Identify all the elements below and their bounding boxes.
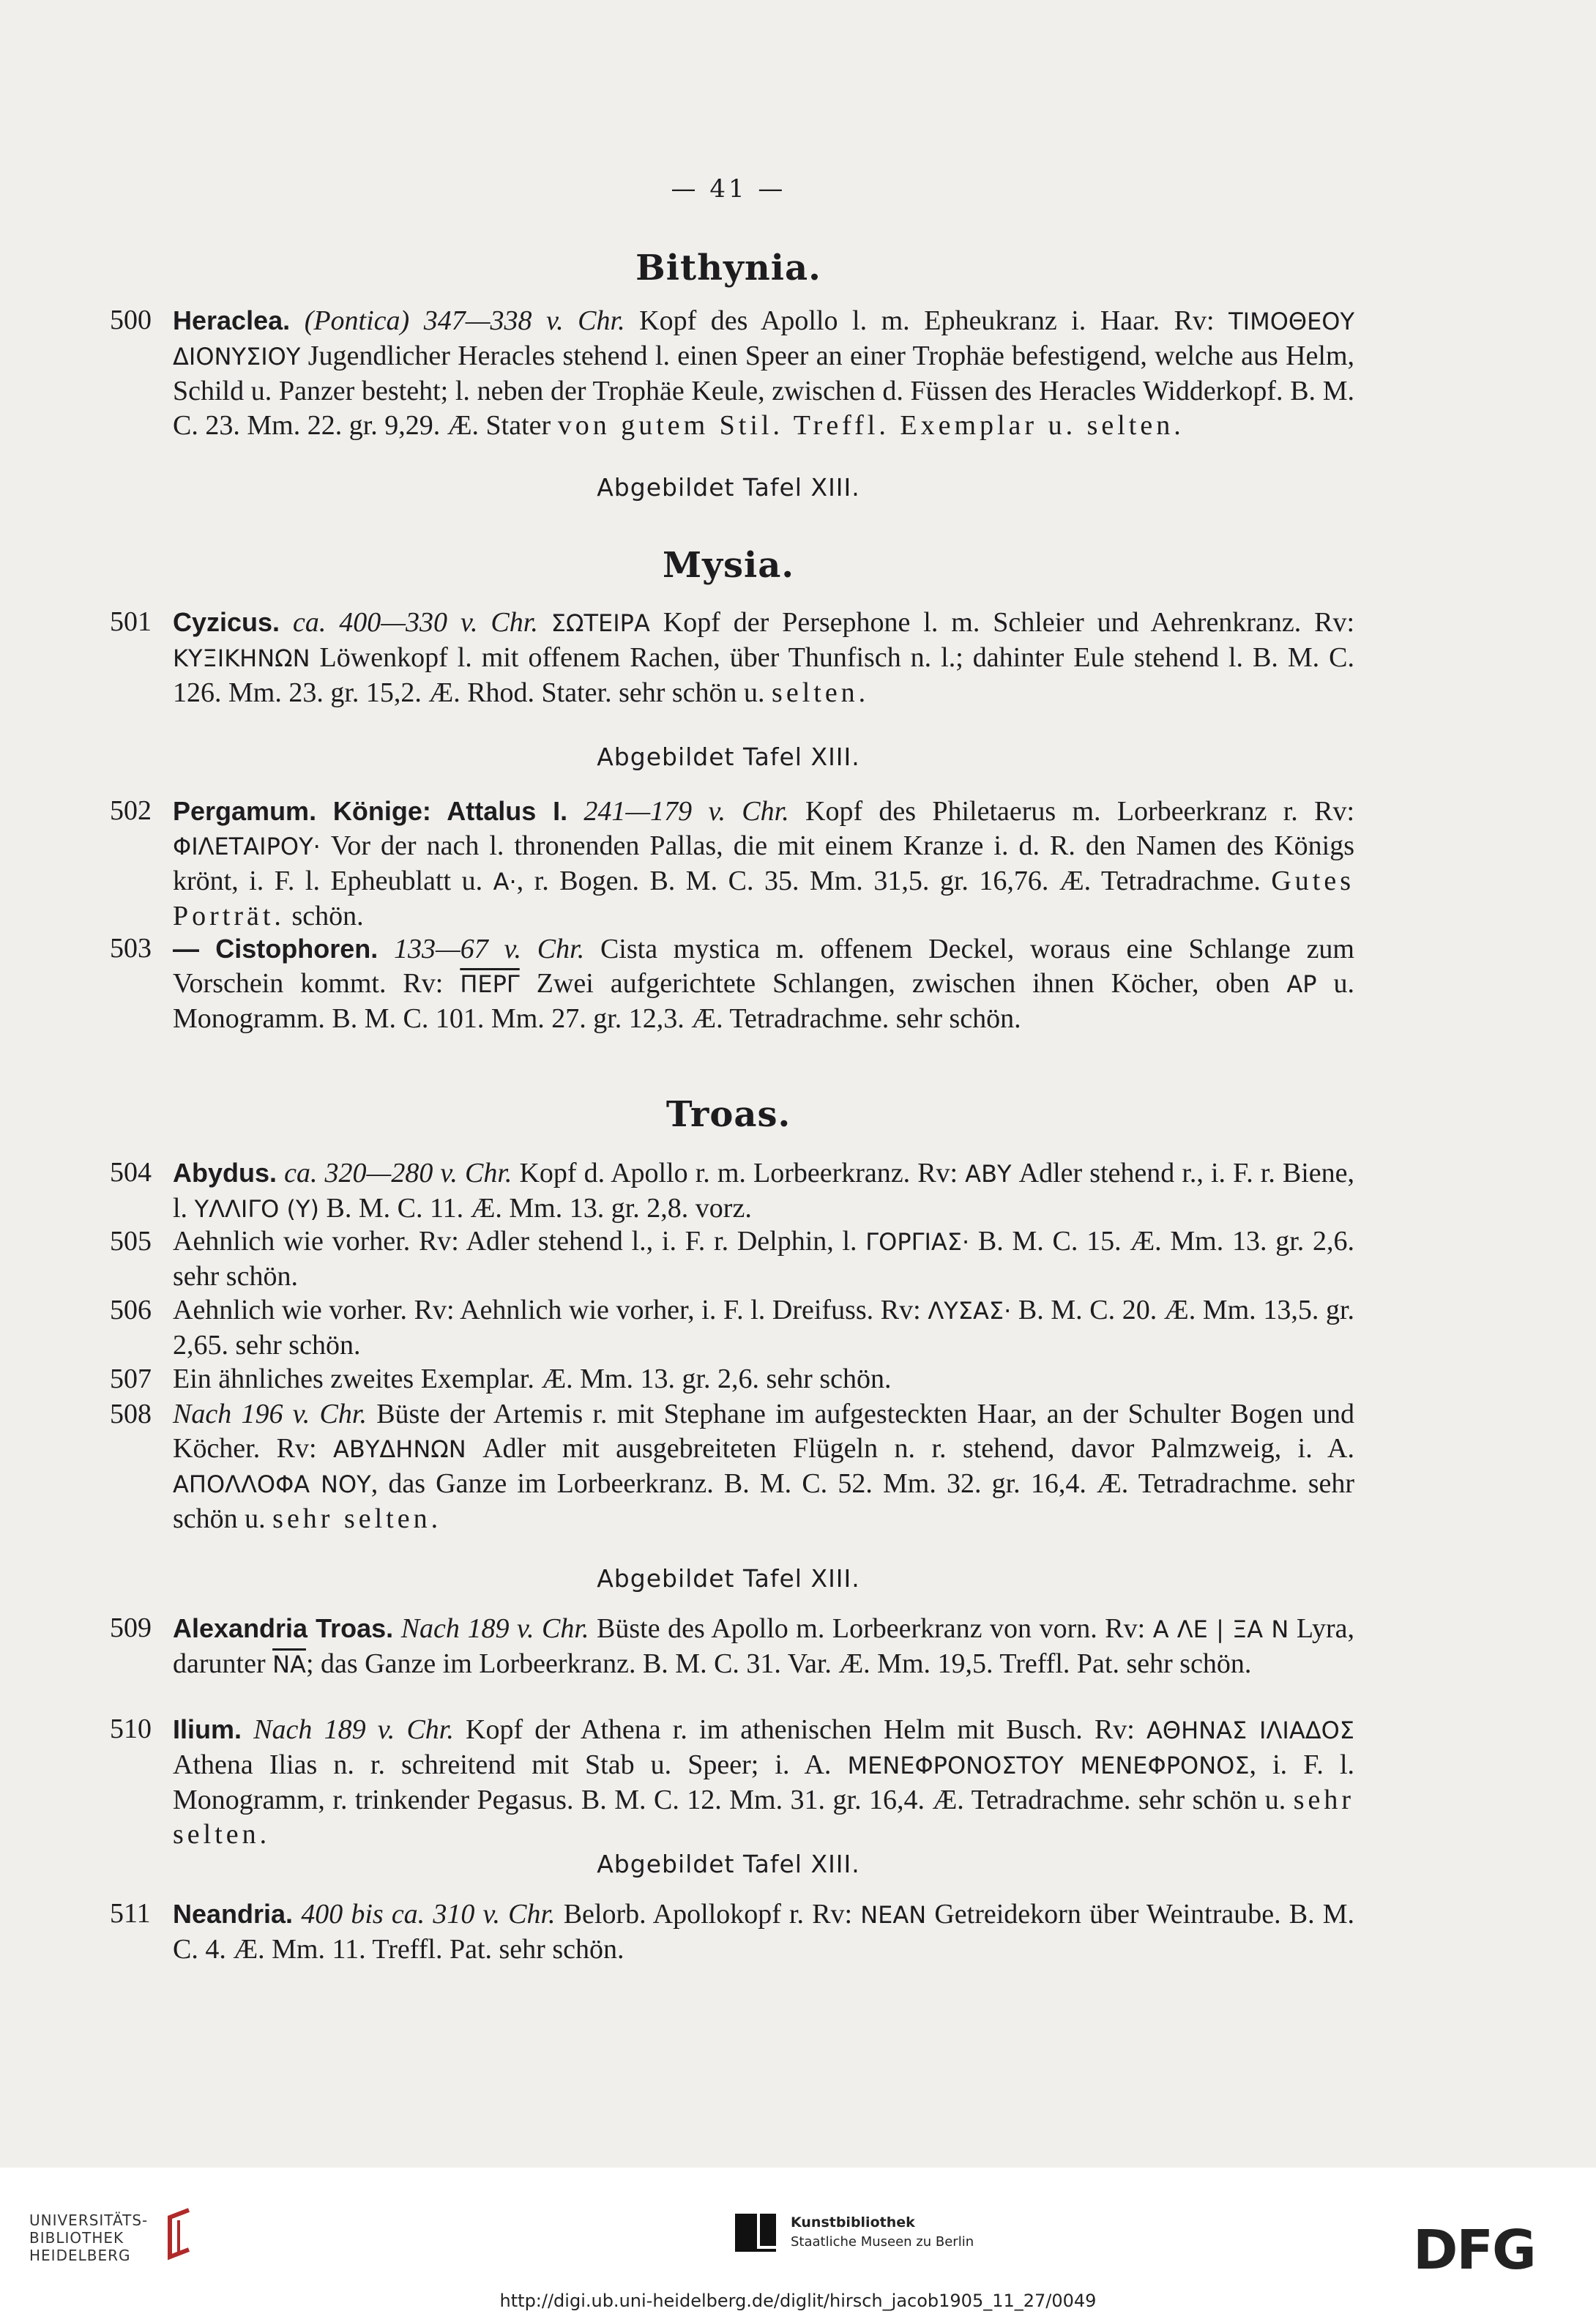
entry-number: 509 <box>110 1612 152 1643</box>
entry-text: Aehnlich wie vorher. Rv: Aehnlich wie vorher, i. F. l. Dreifuss. Rv: <box>173 1295 928 1325</box>
entry-body <box>173 794 1354 934</box>
entry-body <box>173 1224 1354 1294</box>
entry-city: Ilium. <box>173 1714 242 1744</box>
entry-number: 505 <box>110 1226 152 1257</box>
entry-date: 133—67 v. Chr. <box>393 934 585 964</box>
entry-text: Jugendlicher Heracles stehend l. einen Speer an einer Trophäe befestigend, welche aus Helm, Schild u. Panzer besteht; l. neben der Trophäe Keule, zwischen d. Füssen des Heracles Widderkopf. B. M. C. 23. Mm. 22. gr. 9,29. Æ. Stater <box>173 341 1355 441</box>
entry-text: u. Monogramm. B. M. C. 101. Mm. 27. gr. 12,3. Æ. Tetradrachme. sehr schön. <box>173 968 1355 1034</box>
kb-title: Kunstbibliothek <box>791 2214 915 2231</box>
entry-text: schön. <box>284 901 364 931</box>
greek-legend: ΚΥΞΙΚΗΝΩΝ <box>173 644 310 672</box>
kb-subtitle: Staatliche Museen zu Berlin <box>791 2234 974 2250</box>
greek-legend: ΦΙΛΕΤΑΙΡΟΥ· <box>173 833 321 860</box>
greek-legend: ΥΛΛΙΓΟ (Υ) <box>194 1195 320 1223</box>
entry-text: , das Ganze im Lorbeerkranz. B. M. C. 52. Mm. 32. gr. 16,4. Æ. Tetradrachme. sehr schön u. <box>173 1468 1354 1534</box>
entry-text: Löwenkopf l. mit offenem Rachen, über Thunfisch n. l.; dahinter Eule stehend l. B. M. C. 126. Mm. 23. gr. 15,2. Æ. Rhod. Stater. sehr schön u. <box>173 642 1354 708</box>
entry-text: Lyra, darunter <box>173 1613 1354 1679</box>
entry-body <box>173 1156 1354 1227</box>
entry-text: Belorb. Apollokopf r. Rv: <box>555 1899 861 1930</box>
entry-date: Nach 189 v. Chr. <box>400 1613 589 1644</box>
catalog-entry-503 <box>110 931 1354 1036</box>
entry-number: 504 <box>110 1157 152 1188</box>
digitization-footer <box>0 2168 1596 2314</box>
entry-city: Heraclea. <box>173 305 291 335</box>
greek-legend: ΑΒΥ <box>965 1160 1012 1188</box>
entry-city: Neandria. <box>173 1899 294 1929</box>
entry-text: Büste des Apollo m. Lorbeerkranz von vorn. Rv: <box>589 1613 1153 1644</box>
section-heading-mysia: Mysia. <box>662 545 795 586</box>
plate-reference: Abgebildet Tafel XIII. <box>597 1850 860 1878</box>
entry-date: ca. 320—280 v. Chr. <box>284 1158 512 1188</box>
entry-body <box>173 1712 1354 1852</box>
entry-text: B. M. C. 15. Æ. Mm. 13. gr. 2,6. sehr schön. <box>173 1226 1355 1292</box>
entry-body <box>173 1897 1354 1967</box>
entry-date: 400 bis ca. 310 v. Chr. <box>301 1899 556 1930</box>
catalog-entry-511 <box>110 1897 1354 1967</box>
entry-number: 511 <box>110 1898 151 1929</box>
catalog-entry-504 <box>110 1156 1354 1227</box>
greek-legend: ΠΕΡΓ <box>460 970 520 998</box>
entry-text: Kopf der Athena r. im athenischen Helm mit Busch. Rv: <box>453 1714 1147 1745</box>
entry-number: 510 <box>110 1714 152 1744</box>
entry-number: 502 <box>110 795 152 826</box>
entry-date: 241—179 v. Chr. <box>583 796 789 827</box>
greek-legend: ΣΩΤΕΙΡΑ <box>551 609 650 637</box>
entry-number: 508 <box>110 1399 152 1429</box>
catalog-entry-505 <box>110 1224 1354 1294</box>
entry-remark: von gutem Stil. Treffl. Exemplar u. selten. <box>557 410 1185 441</box>
plate-reference: Abgebildet Tafel XIII. <box>597 473 860 502</box>
entry-body <box>173 1397 1354 1536</box>
catalog-entry-509 <box>110 1611 1354 1682</box>
greek-legend: ΑΡ <box>1286 970 1317 998</box>
entry-text: Getreidekorn über Weintraube. B. M. C. 4. Æ. Mm. 11. Treffl. Pat. sehr schön. <box>173 1899 1355 1965</box>
entry-body <box>173 303 1354 443</box>
entry-text: Büste der Artemis r. mit Stephane im aufgesteckten Haar, an der Schulter Bogen und Köcher. Rv: <box>173 1399 1354 1464</box>
permalink-url[interactable]: http://digi.ub.uni-heidelberg.de/diglit/hirsch_jacob1905_11_27/0049 <box>499 2291 1097 2311</box>
entry-text: Zwei aufgerichtete Schlangen, zwischen ihnen Köcher, oben <box>519 968 1287 999</box>
section-heading-troas: Troas. <box>665 1094 791 1135</box>
entry-body <box>173 1611 1354 1682</box>
entry-number: 501 <box>110 606 152 637</box>
entry-remark: Gutes Porträt. <box>173 866 1354 931</box>
entry-number: 500 <box>110 305 152 335</box>
entry-text: Kopf der Persephone l. m. Schleier und Aehrenkranz. Rv: <box>649 607 1355 638</box>
catalog-entry-510 <box>110 1712 1354 1852</box>
catalog-entry-500 <box>110 303 1354 443</box>
greek-legend: Α ΛΕ | ΞΑ Ν <box>1152 1615 1289 1643</box>
greek-legend: ΑΠΟΛΛΟΦΑ ΝΟΥ <box>173 1470 371 1498</box>
entry-body <box>173 931 1354 1036</box>
catalog-entry-508 <box>110 1397 1354 1536</box>
catalog-entry-502 <box>110 794 1354 934</box>
dfg-logo: DFG <box>1413 2219 1535 2282</box>
entry-text: Vor der nach l. thronenden Pallas, die mit einem Kranze i. d. R. den Namen des Königs krönt, i. F. l. Epheublatt u. <box>173 830 1354 896</box>
entry-remark: selten. <box>772 677 870 708</box>
entry-text: Adler stehend r., i. F. r. Biene, l. <box>173 1158 1355 1224</box>
greek-legend: ΑΘΗΝΑΣ ΙΛΙΑΔΟΣ <box>1146 1716 1355 1744</box>
greek-legend: $\overline{NA}$ <box>272 1651 306 1678</box>
entry-text: B. M. C. 11. Æ. Mm. 13. gr. 2,8. vorz. <box>319 1193 752 1224</box>
catalog-entry-506 <box>110 1293 1354 1363</box>
university-logo-icon <box>154 2204 198 2263</box>
greek-legend: ΛΥΣΑΣ· <box>928 1297 1012 1325</box>
entry-body <box>173 605 1354 710</box>
section-heading-bithynia: Bithynia. <box>635 248 821 289</box>
university-library-label <box>29 2211 148 2264</box>
entry-city: Pergamum. Könige: Attalus I. <box>173 796 568 826</box>
entry-remark: sehr selten. <box>272 1503 442 1534</box>
greek-legend: ΑΒΥΔΗΝΩΝ <box>332 1435 466 1463</box>
entry-text: Cista mystica m. offenem Deckel, woraus eine Schlange zum Vorschein kommt. Rv: <box>173 934 1354 999</box>
entry-text: Ein ähnliches zweites Exemplar. Æ. Mm. 13. gr. 2,6. sehr schön. <box>173 1364 892 1394</box>
plate-reference: Abgebildet Tafel XIII. <box>597 1564 860 1593</box>
entry-remark: sehr selten. <box>173 1785 1354 1850</box>
uni-line: BIBLIOTHEK <box>29 2229 124 2247</box>
entry-city: — Cistophoren. <box>173 934 379 964</box>
entry-text: B. M. C. 20. Æ. Mm. 13,5. gr. 2,65. sehr schön. <box>173 1295 1355 1361</box>
uni-line: UNIVERSITÄTS- <box>29 2211 149 2229</box>
greek-legend: ΝΕΑΝ <box>860 1901 927 1929</box>
greek-legend: ΜΕΝΕΦΡΟΝΟΣΤΟΥ ΜΕΝΕΦΡΟΝΟΣ <box>847 1752 1250 1779</box>
entry-date: ca. 400—330 v. Chr. <box>292 607 538 638</box>
entry-text: ; das Ganze im Lorbeerkranz. B. M. C. 31. Var. Æ. Mm. 19,5. Treffl. Pat. sehr schön. <box>305 1648 1252 1679</box>
entry-date: (Pontica) 347—338 v. Chr. <box>304 305 625 336</box>
uni-line: HEIDELBERG <box>29 2247 131 2264</box>
entry-date: Nach 196 v. Chr. <box>173 1399 367 1429</box>
page-number: — 41 — <box>671 174 786 204</box>
entry-text: Aehnlich wie vorher. Rv: Adler stehend l., i. F. r. Delphin, l. <box>173 1226 866 1257</box>
entry-text: Athena Ilias n. r. schreitend mit Stab u. Speer; i. A. <box>173 1749 848 1780</box>
plate-reference: Abgebildet Tafel XIII. <box>597 743 860 771</box>
entry-date: Nach 189 v. Chr. <box>253 1714 454 1745</box>
entry-text: , i. F. l. Monogramm, r. trinkender Pegasus. B. M. C. 12. Mm. 31. gr. 16,4. Æ. Tetradrachme. sehr schön u. <box>173 1749 1354 1815</box>
entry-text: Rv: <box>1174 305 1229 336</box>
entry-text: Adler mit ausgebreiteten Flügeln n. r. stehend, davor Palmzweig, i. A. <box>466 1433 1354 1464</box>
entry-text: Kopf des Apollo l. m. Epheukranz i. Haar. <box>639 305 1160 336</box>
entry-body <box>173 1362 1354 1396</box>
entry-text: Kopf d. Apollo r. m. Lorbeerkranz. Rv: <box>512 1158 966 1188</box>
entry-number: 503 <box>110 933 152 964</box>
entry-number: 507 <box>110 1364 152 1394</box>
greek-legend: ΓΟΡΓΙΑΣ· <box>865 1228 970 1256</box>
entry-city: Cyzicus. <box>173 607 280 637</box>
catalog-entry-501 <box>110 605 1354 710</box>
entry-body <box>173 1293 1354 1363</box>
entry-text: Kopf des Philetaerus m. Lorbeerkranz r. Rv: <box>788 796 1355 827</box>
catalog-entry-507 <box>110 1362 1354 1396</box>
greek-legend: Α· <box>493 868 517 896</box>
kunstbibliothek-logo-icon <box>732 2208 779 2255</box>
entry-city: Abydus. <box>173 1158 277 1188</box>
entry-city: Alexandria Troas. <box>173 1613 394 1643</box>
kunstbibliothek-label <box>791 2213 974 2252</box>
entry-text: , r. Bogen. B. M. C. 35. Mm. 31,5. gr. 16,76. Æ. Tetradrachme. <box>516 866 1272 896</box>
greek-legend: ΤΙΜΟΘΕΟΥ ΔΙΟΝΥΣΙΟΥ <box>173 308 1355 371</box>
entry-number: 506 <box>110 1295 152 1325</box>
